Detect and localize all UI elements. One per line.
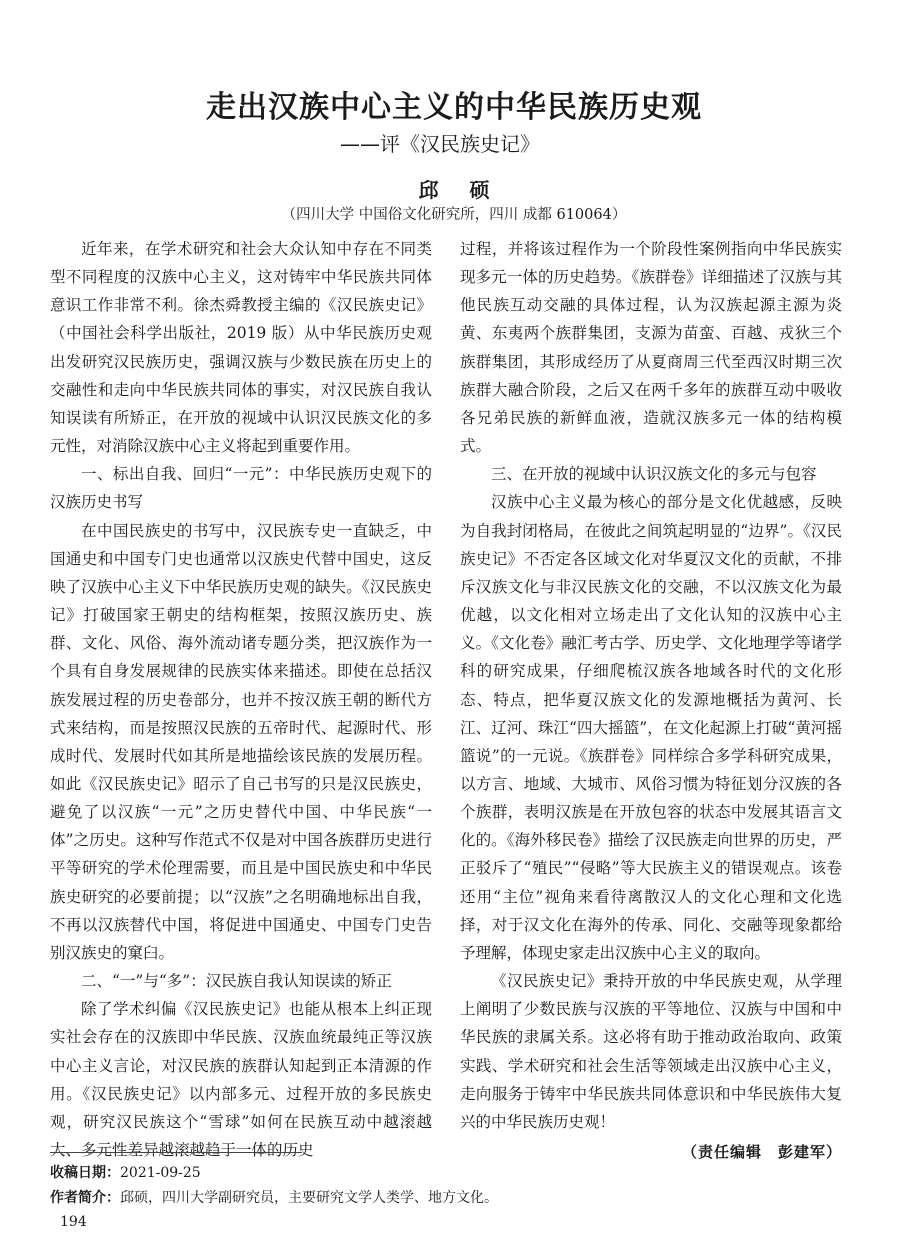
received-date-label: 收稿日期： [50,1165,120,1181]
author-name: 邱 硕 [418,178,502,202]
author-bio-text: 邱硕，四川大学副研究员，主要研究文学人类学、地方文化。 [120,1190,498,1206]
article-subtitle: ——评《汉民族史记》 [340,132,540,156]
footnote-divider [50,1152,302,1153]
body-paragraph: 在中国民族史的书写中，汉民族专史一直缺乏，中国通史和中国专门史也通常以汉族史代替中国史，这反映了汉族中心主义下中华民族历史观的缺失。《汉民族史记》打破国家王朝史的结构框架，按照汉族历史、族群、文化、风俗、海外流动诸专题分类，把汉族作为一个具有自身发展规律的民族实体来描述。即使在总括汉族发展过程的历史卷部分，也并不按汉族王朝的断代方式来结构，而是按照汉民族的五帝时代、起源时代、形成时代、发展时代如其所是地描绘该民族的发展历程。如此《汉民族史记》昭示了自己书写的只是汉民族史，避免了以汉族“一元”之历史替代中国、中华民族“一体”之历史。这种写作范式不仅是对中国各族群历史进行平等研究的学术伦理需要，而且是中国民族史和中华民族史研究的必要前提；以“汉族”之名明确地标出自我，不再以汉族替代中国，将促进中国通史、中国专门史告别汉族史的窠臼。 [50,521,432,962]
page-number: 194 [60,1214,87,1230]
author-bio-label: 作者简介： [50,1190,120,1206]
author-bio [50,1187,498,1207]
body-paragraph: 《汉民族史记》秉持开放的中华民族史观，从学理上阐明了少数民族与汉族的平等地位、汉族与中国和中华民族的隶属关系。这必将有助于推动政治取向、政策实践、学术研究和社会生活等领域走出汉族中心主义，走向服务于铸牢中华民族共同体意识和中华民族伟大复兴的中华民族历史观！ [460,972,842,1131]
received-date-value: 2021-09-25 [120,1165,201,1181]
left-column [50,235,432,1164]
body-paragraph: 汉族中心主义最为核心的部分是文化优越感，反映为自我封闭格局，在彼此之间筑起明显的“边界”。《汉民族史记》不否定各区域文化对华夏汉文化的贡献，不排斥汉族文化与非汉民族文化的交融，不以汉族文化为最优越，以文化相对立场走出了文化认知的汉族中心主义。《文化卷》融汇考古学、历史学、文化地理学等诸学科的研究成果，仔细爬梳汉族各地域各时代的文化形态、特点，把华夏汉族文化的发源地概括为黄河、长江、辽河、珠江“四大摇篮”，在文化起源上打破“黄河摇篮说”的一元说。《族群卷》同样综合多学科研究成果，以方言、地域、大城市、风俗习惯为特征划分汉族的各个族群，表明汉族是在开放包容的状态中发展其语言文化的。《海外移民卷》描绘了汉民族走向世界的历史，严正驳斥了“殖民”“侵略”等大民族主义的错误观点。该卷还用“主位”视角来看待离散汉人的文化心理和文化选择，对于汉文化在海外的传承、同化、交融等现象都给予理解，体现史家走出汉族中心主义的取向。 [460,493,842,962]
section-heading-3: 三、在开放的视域中认识汉族文化的多元与包容 [491,465,817,484]
section-heading-2: 二、“一”与“多”：汉民族自我认知误读的矫正 [81,972,392,991]
body-paragraph: 过程，并将该过程作为一个阶段性案例指向中华民族实现多元一体的历史趋势。《族群卷》详细描述了汉族与其他民族互动交融的具体过程，认为汉族起源主源为炎黄、东夷两个族群集团，支源为苗蛮、百越、戎狄三个族群集团，其形成经历了从夏商周三代至西汉时期三次族群大融合阶段，之后又在两千多年的族群互动中吸收各兄弟民族的新鲜血液，造就汉族多元一体的结构模式。 [460,240,842,456]
body-paragraph: 近年来，在学术研究和社会大众认知中存在不同类型不同程度的汉族中心主义，这对铸牢中华民族共同体意识工作非常不利。徐杰舜教授主编的《汉民族史记》（中国社会科学出版社，2019 版）从中华民族历史观出发研究汉民族历史，强调汉族与少数民族在历史上的交融性和走向中华民族共同体的事实，对汉民族自我认知误读有所矫正，在开放的视域中认识汉民族文化的多元性，对消除汉族中心主义将起到重要作用。 [50,240,432,456]
responsible-editor: （责任编辑 彭建军） [681,1143,842,1161]
author-affiliation: （四川大学 中国俗文化研究所，四川 成都 610064） [281,207,627,223]
right-column [460,235,842,1166]
body-paragraph: 除了学术纠偏《汉民族史记》也能从根本上纠正现实社会存在的汉族即中华民族、汉族血统最纯正等汉族中心主义言论，对汉民族的族群认知起到正本清源的作用。《汉民族史记》以内部多元、过程开放的多民族史观，研究汉民族这个“雪球”如何在民族互动中越滚越大、多元性差异越滚越趋于一体的历史 [50,1000,432,1159]
received-date [50,1162,201,1182]
article-title: 走出汉族中心主义的中华民族历史观 [206,90,702,125]
section-heading-1: 一、标出自我、回归“一元”：中华民族历史观下的汉族历史书写 [50,465,432,512]
